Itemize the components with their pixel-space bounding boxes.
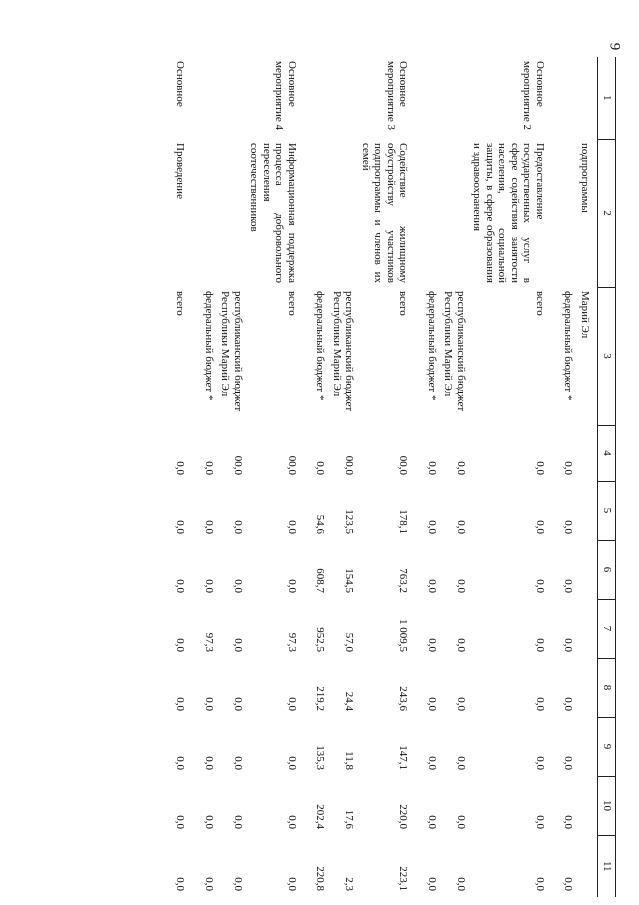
amount-cell: 1 009,5 xyxy=(397,619,410,652)
table-row xyxy=(312,57,329,897)
description-cell xyxy=(312,139,329,287)
amount-cell: 0,0 xyxy=(232,520,244,534)
amount-cell: 0,0 xyxy=(203,520,215,534)
amount-cell: 219,2 xyxy=(314,686,327,711)
column-header-4: 4 xyxy=(598,425,616,481)
funding-source-cell: всего xyxy=(534,291,546,316)
event-cell xyxy=(312,57,329,139)
column-header-1: 1 xyxy=(598,57,616,139)
funding-source-cell: всего xyxy=(397,291,410,316)
amount-cell: 0,0 xyxy=(426,579,438,593)
amount-cell: 97,3 xyxy=(286,632,298,652)
amount-cell: 00,0 xyxy=(286,455,298,475)
column-header-5: 5 xyxy=(598,481,616,540)
table-row xyxy=(329,57,358,897)
amount-cell: 0,0 xyxy=(203,756,215,770)
description-cell xyxy=(217,139,246,287)
funding-source-cell: республиканский бюджет Республики Марий Эл xyxy=(442,291,467,412)
amount-cell: 0,0 xyxy=(203,877,215,891)
event-cell: Основное мероприятие 3 xyxy=(385,61,410,131)
amount-cell: 0,0 xyxy=(455,877,467,891)
table-body xyxy=(172,57,598,897)
amount-cell: 0,0 xyxy=(534,697,546,711)
amount-cell: 763,2 xyxy=(397,568,410,593)
funding-source-cell: всего xyxy=(174,291,187,316)
funding-source-cell: федеральный бюджет * xyxy=(203,291,215,401)
table-row xyxy=(172,57,201,897)
column-header-8: 8 xyxy=(598,658,616,717)
column-header-6: 6 xyxy=(598,540,616,599)
amount-cell: 154,5 xyxy=(343,568,356,593)
amount-cell: 0,0 xyxy=(286,756,298,770)
amount-cell: 0,0 xyxy=(534,877,546,891)
description-cell: Информационная поддержка процесса добровольного переселения соотечественников xyxy=(248,143,298,283)
amount-cell: 135,3 xyxy=(314,745,327,770)
amount-cell: 0,0 xyxy=(455,461,467,475)
amount-cell: 0,0 xyxy=(562,877,575,891)
amount-cell xyxy=(577,776,598,835)
amount-cell: 0,0 xyxy=(534,815,546,829)
amount-cell xyxy=(577,599,598,658)
amount-cell: 24,4 xyxy=(343,691,356,711)
amount-cell: 123,5 xyxy=(343,509,356,534)
amount-cell: 0,0 xyxy=(426,520,438,534)
amount-cell: 0,0 xyxy=(286,815,298,829)
amount-cell: 243,6 xyxy=(397,686,410,711)
amount-cell: 0,0 xyxy=(232,638,244,652)
description-cell: подпрограммы xyxy=(579,143,591,213)
table-row xyxy=(246,57,312,897)
amount-cell xyxy=(577,658,598,717)
amount-cell xyxy=(577,425,598,481)
page-number: 9 xyxy=(606,42,623,51)
amount-cell: 0,0 xyxy=(455,579,467,593)
amount-cell: 0,0 xyxy=(534,638,546,652)
event-cell: Основное xyxy=(174,61,187,107)
amount-cell: 0,0 xyxy=(426,877,438,891)
amount-cell: 0,0 xyxy=(455,697,467,711)
amount-cell: 0,0 xyxy=(232,877,244,891)
amount-cell: 00,0 xyxy=(343,455,356,475)
amount-cell: 0,0 xyxy=(562,520,575,534)
description-cell xyxy=(329,139,358,287)
amount-cell: 00,0 xyxy=(232,455,244,475)
amount-cell: 0,0 xyxy=(534,579,546,593)
amount-cell: 0,0 xyxy=(562,461,575,475)
amount-cell xyxy=(577,481,598,540)
event-cell xyxy=(424,57,441,139)
amount-cell: 0,0 xyxy=(426,461,438,475)
amount-cell: 0,0 xyxy=(455,815,467,829)
table-row xyxy=(358,57,424,897)
amount-cell: 0,0 xyxy=(426,815,438,829)
description-cell xyxy=(440,139,469,287)
amount-cell: 0,0 xyxy=(174,638,187,652)
amount-cell: 2,3 xyxy=(343,877,356,891)
amount-cell: 0,0 xyxy=(286,877,298,891)
event-cell xyxy=(440,57,469,139)
table-row xyxy=(560,57,577,897)
amount-cell: 178,1 xyxy=(397,509,410,534)
amount-cell: 0,0 xyxy=(174,815,187,829)
amount-cell: 0,0 xyxy=(203,697,215,711)
amount-cell: 0,0 xyxy=(286,579,298,593)
amount-cell xyxy=(577,540,598,599)
event-cell xyxy=(329,57,358,139)
event-cell xyxy=(560,57,577,139)
amount-cell: 0,0 xyxy=(286,697,298,711)
amount-cell: 00,0 xyxy=(397,455,410,475)
table-header-row xyxy=(598,57,616,897)
funding-source-cell: Марий Эл xyxy=(579,291,591,339)
column-header-10: 10 xyxy=(598,776,616,835)
amount-cell: 0,0 xyxy=(534,520,546,534)
funding-source-cell: республиканский бюджет Республики Марий Эл xyxy=(331,291,356,412)
description-cell: Проведение xyxy=(174,143,187,199)
amount-cell: 0,0 xyxy=(426,638,438,652)
amount-cell: 223,1 xyxy=(397,866,410,891)
amount-cell: 0,0 xyxy=(455,638,467,652)
amount-cell: 952,5 xyxy=(314,627,327,652)
table-row xyxy=(424,57,441,897)
column-header-11: 11 xyxy=(598,835,616,897)
table-row xyxy=(577,57,598,897)
amount-cell: 0,0 xyxy=(232,697,244,711)
funding-source-cell: всего xyxy=(286,291,298,316)
amount-cell: 0,0 xyxy=(174,756,187,770)
amount-cell: 0,0 xyxy=(174,579,187,593)
amount-cell: 57,0 xyxy=(343,632,356,652)
amount-cell xyxy=(577,717,598,776)
description-cell xyxy=(201,139,218,287)
amount-cell: 97,3 xyxy=(203,632,215,652)
amount-cell: 0,0 xyxy=(174,461,187,475)
funding-source-cell: федеральный бюджет * xyxy=(314,291,327,401)
amount-cell: 0,0 xyxy=(203,815,215,829)
amount-cell: 220,0 xyxy=(397,804,410,829)
amount-cell: 54,6 xyxy=(314,514,327,534)
budget-table xyxy=(172,57,616,897)
column-header-9: 9 xyxy=(598,717,616,776)
column-header-3: 3 xyxy=(598,287,616,425)
description-cell: Предоставление государственных услуг в сфере содействия занятости населения, социальной защиты, в сфере образования и здравоохранения xyxy=(471,143,546,283)
description-cell: Содействие жилищному обустройству участников подпрограммы и членов их семей xyxy=(360,143,410,283)
amount-cell: 11,8 xyxy=(343,751,356,770)
amount-cell: 0,0 xyxy=(203,579,215,593)
rotated-budget-table xyxy=(16,57,616,897)
amount-cell: 0,0 xyxy=(232,579,244,593)
amount-cell: 0,0 xyxy=(455,756,467,770)
amount-cell: 0,0 xyxy=(232,756,244,770)
amount-cell: 0,0 xyxy=(534,461,546,475)
amount-cell: 220,8 xyxy=(314,866,327,891)
amount-cell: 0,0 xyxy=(174,877,187,891)
amount-cell: 0,0 xyxy=(203,461,215,475)
description-cell xyxy=(560,139,577,287)
event-cell xyxy=(217,57,246,139)
funding-source-cell: федеральный бюджет * xyxy=(426,291,438,401)
table-row xyxy=(217,57,246,897)
column-header-2: 2 xyxy=(598,139,616,287)
amount-cell: 0,0 xyxy=(286,520,298,534)
amount-cell: 202,4 xyxy=(314,804,327,829)
amount-cell: 0,0 xyxy=(426,697,438,711)
column-header-7: 7 xyxy=(598,599,616,658)
funding-source-cell: республиканский бюджет Республики Марий Эл xyxy=(219,291,244,412)
amount-cell: 0,0 xyxy=(314,461,327,475)
amount-cell: 0,0 xyxy=(455,520,467,534)
event-cell: Основное мероприятие 2 xyxy=(521,61,546,131)
event-cell: Основное мероприятие 4 xyxy=(273,61,298,131)
amount-cell: 17,6 xyxy=(343,809,356,829)
amount-cell: 0,0 xyxy=(562,697,575,711)
amount-cell: 0,0 xyxy=(562,756,575,770)
amount-cell: 0,0 xyxy=(174,697,187,711)
amount-cell xyxy=(577,835,598,897)
amount-cell: 0,0 xyxy=(174,520,187,534)
amount-cell: 147,1 xyxy=(397,745,410,770)
amount-cell: 0,0 xyxy=(562,638,575,652)
amount-cell: 0,0 xyxy=(232,815,244,829)
amount-cell: 608,7 xyxy=(314,568,327,593)
amount-cell: 0,0 xyxy=(426,756,438,770)
event-cell xyxy=(577,57,598,139)
event-cell xyxy=(201,57,218,139)
table-row xyxy=(469,57,560,897)
table-row xyxy=(440,57,469,897)
funding-source-cell: федеральный бюджет * xyxy=(562,291,575,401)
table-row xyxy=(201,57,218,897)
amount-cell: 0,0 xyxy=(562,815,575,829)
amount-cell: 0,0 xyxy=(534,756,546,770)
amount-cell: 0,0 xyxy=(562,579,575,593)
description-cell xyxy=(424,139,441,287)
